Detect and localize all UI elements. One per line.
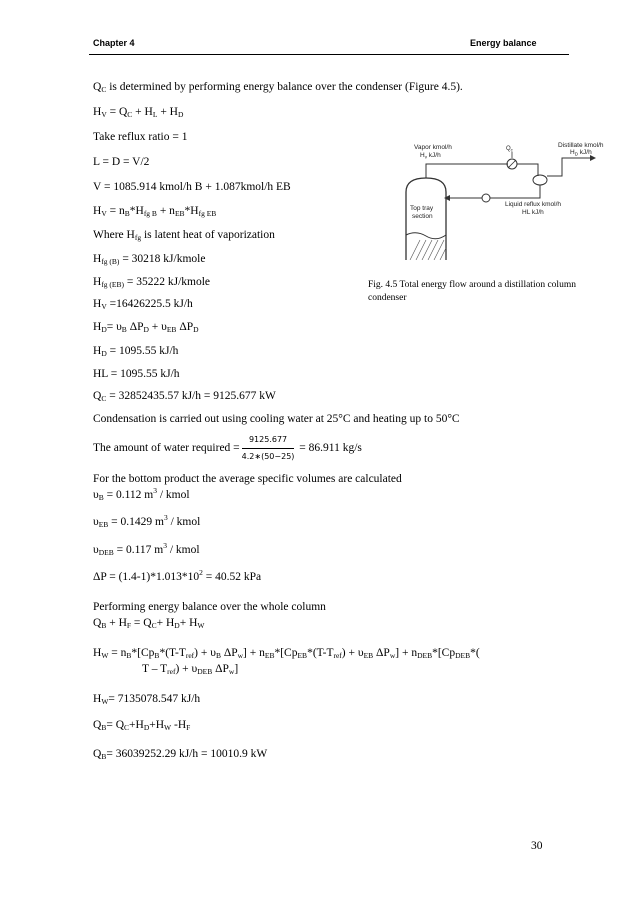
tray-hatching xyxy=(410,240,446,260)
condenser-diagram xyxy=(390,140,605,260)
equation-hw-value: $H_W= 7135078.547$ kJ/h xyxy=(93,693,201,706)
reflux-arrow-icon xyxy=(444,195,450,201)
svg-text:Distillate kmol/h: Distillate kmol/h xyxy=(558,142,604,149)
text-specific-volumes: For the bottom product the average specific volumes are calculated xyxy=(93,473,402,485)
svg-text:Top tray: Top tray xyxy=(410,205,434,212)
header-rule xyxy=(89,54,569,55)
text-reflux-ratio: Take reflux ratio = 1 xyxy=(93,131,188,143)
text-line-1: $Q_C$ is determined by performing energy balance over the condenser (Figure 4.5). xyxy=(93,81,463,94)
equation-v: V = 1085.914 kmol/h B + 1.087kmol/h EB xyxy=(93,181,291,193)
equation-hl-value: HL = 1095.55 kJ/h xyxy=(93,368,180,380)
equation-veb: $\upsilon_{EB} = 0.1429$ $m^3$ / kmol xyxy=(93,513,201,529)
equation-water-required: The amount of water required = $\frac{9125.677}{4.2∗(50-25)}$ = 86.911 kg/s xyxy=(93,433,362,464)
svg-text:Liquid reflux kmol/h: Liquid reflux kmol/h xyxy=(505,201,561,208)
text-whole-column: Performing energy balance over the whole column xyxy=(93,601,326,613)
svg-text:Hv kJ/h: $H_v$ kJ/h xyxy=(420,152,441,160)
equation-hw-continued: $T - T_{ref}) + \upsilon_{DEB}$ $\Delta P_w$] xyxy=(142,663,239,676)
tray-boundary xyxy=(406,233,446,239)
equation-hfg-b: $H_{fg (B)} = 30218$ kJ/kmole xyxy=(93,253,206,266)
pump-icon xyxy=(482,194,490,202)
equation-overall-balance: $Q_B + H_F = Q_C+ H_D+ H_W$ xyxy=(93,617,205,630)
section-header: Energy balance xyxy=(470,38,537,48)
equation-vb: $\upsilon_B = 0.112$ $m^3$ / kmol xyxy=(93,486,190,502)
equation-ld: L = D = V/2 xyxy=(93,156,150,168)
condensate-line xyxy=(517,164,538,176)
svg-text:HL kJ/h: HL kJ/h xyxy=(522,209,544,216)
equation-hv-value: $H_V =16426225.5$ kJ/h xyxy=(93,298,193,311)
figure-caption: Fig. 4.5 Total energy flow around a distillation column condenser xyxy=(368,280,576,303)
equation-hfg-eb: $H_{fg (EB)} = 35222$ kJ/kmole xyxy=(93,276,211,289)
equation-hd: $H_D= \upsilon_B$ $\Delta P_D + \upsilon_{EB}$ $\Delta P_D$ xyxy=(93,321,199,334)
text-condensation: Condensation is carried out using cooling water at 25°C and heating up to 50°C xyxy=(93,413,460,425)
svg-text:Qc: $Q_c$ xyxy=(506,146,513,153)
chapter-header: Chapter 4 xyxy=(93,38,135,48)
svg-text:section: section xyxy=(412,213,433,220)
equation-hw: $H_W = n_B*[Cp_B*(T-T_{ref}) + \upsilon_B$ $\Delta P_w] + n_{EB}*[Cp_{EB}*(T-T_{ref}) + \upsilon_{EB}$ $\Delta P_w] + n_{DEB}*[Cp_{DEB}*$( xyxy=(93,647,480,660)
reflux-line xyxy=(490,185,540,198)
equation-vdeb: $\upsilon_{DEB} = 0.117$ $m^3$ / kmol xyxy=(93,541,200,557)
vapor-line xyxy=(426,164,508,178)
equation-qb: $Q_B= Q_C+H_D+H_W$ $-H_F$ xyxy=(93,719,191,732)
text-latent-heat: Where $H_{fg}$ is latent heat of vaporization xyxy=(93,229,275,242)
svg-text:HD kJ/h: $H_D$ kJ/h xyxy=(570,149,592,157)
equation-hv: $H_V = Q_C + H_L + H_D$ xyxy=(93,106,184,119)
equation-qb-value: $Q_B= 36039252.29$ kJ/h = 10010.9 kW xyxy=(93,748,268,761)
equation-hd-value: $H_D = 1095.55$ kJ/h xyxy=(93,345,179,358)
equation-hv-latent: $H_V = n_B*H_{fg B} + n_{EB}*H_{fg EB}$ xyxy=(93,205,217,218)
equation-qc-value: $Q_C = 32852435.57$ kJ/h = 9125.677 kW xyxy=(93,390,276,403)
water-fraction: $\frac{9125.677}{4.2∗(50-25)}$ xyxy=(241,435,295,461)
equation-delta-p: $\Delta P = (1.4-1)*1.013*10^2 = 40.52$ kPa xyxy=(93,568,262,583)
svg-text:Vapor kmol/h: Vapor kmol/h xyxy=(414,144,452,151)
page-number: 30 xyxy=(531,840,543,852)
distillate-line xyxy=(547,158,590,176)
reflux-drum xyxy=(533,175,547,185)
